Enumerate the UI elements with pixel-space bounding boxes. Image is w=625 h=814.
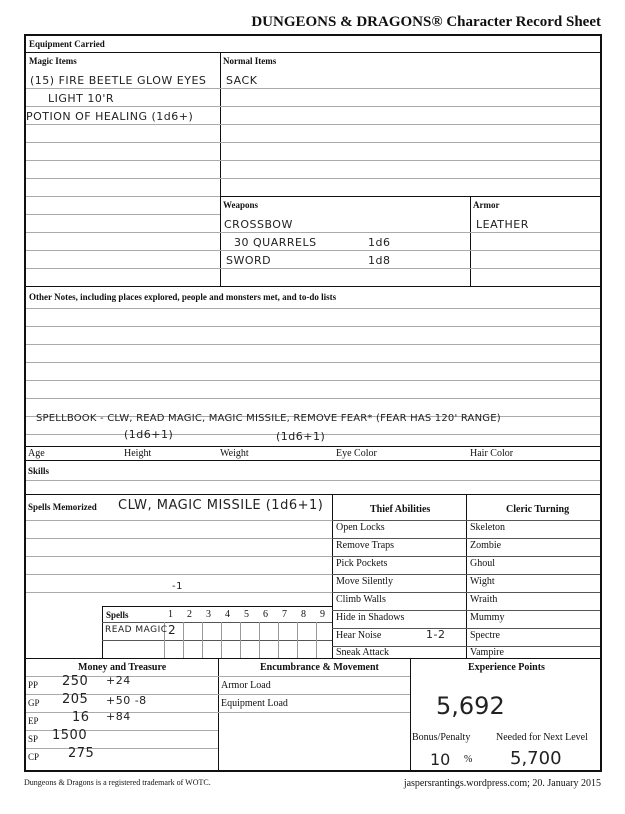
rule [26, 106, 220, 107]
height-label: Height [124, 448, 152, 459]
rule [26, 556, 332, 557]
skills-label: Skills [28, 466, 50, 476]
magic-item: POTION OF HEALING (1d6+) [26, 110, 194, 123]
needed-value: 5,700 [510, 748, 562, 769]
rule [332, 592, 466, 593]
rule [26, 88, 220, 89]
spell-level: 2 [187, 609, 192, 620]
spell-row-value: 2 [168, 623, 177, 637]
rule [26, 142, 220, 143]
coin-type: PP [28, 680, 39, 690]
divider [470, 196, 471, 286]
rule [26, 178, 220, 179]
coin-note: +24 [106, 674, 131, 687]
spells-memorized-value: CLW, MAGIC MISSILE (1d6+1) [118, 498, 324, 513]
undead-type: Skeleton [470, 522, 505, 533]
bonus-penalty-label: Bonus/Penalty [412, 732, 471, 743]
hear-noise-value: 1-2 [426, 628, 446, 641]
thief-ability: Open Locks [336, 522, 385, 533]
notes-note: (1d6+1) [124, 428, 174, 441]
rule [26, 214, 220, 215]
divider [26, 460, 600, 461]
undead-type: Spectre [470, 630, 500, 641]
rule [26, 326, 600, 327]
divider [26, 658, 600, 659]
divider [220, 196, 600, 197]
rule [218, 676, 410, 677]
divider [26, 286, 600, 287]
divider [297, 622, 298, 658]
divider [221, 622, 222, 658]
rule [26, 574, 332, 575]
divider [26, 494, 600, 495]
cleric-turning-label: Cleric Turning [506, 504, 570, 515]
divider [466, 494, 467, 658]
thief-ability: Hide in Shadows [336, 612, 405, 623]
armor-label: Armor [473, 200, 500, 210]
rule [220, 250, 470, 251]
thief-ability: Move Silently [336, 576, 393, 587]
rule [26, 308, 600, 309]
spell-level: 5 [244, 609, 249, 620]
rule [218, 712, 410, 713]
coin-type: SP [28, 734, 39, 744]
rule [26, 748, 218, 749]
undead-type: Ghoul [470, 558, 495, 569]
spell-level: 7 [282, 609, 287, 620]
undead-type: Zombie [470, 540, 502, 551]
divider [410, 658, 411, 772]
divider [278, 622, 279, 658]
equipment-header: Equipment Carried [29, 39, 105, 49]
rule [220, 232, 470, 233]
sheet-title: DUNGEONS & DRAGONS® Character Record Sheet [251, 14, 601, 30]
undead-type: Wraith [470, 594, 498, 605]
spell-row-name: READ MAGIC [105, 625, 168, 635]
rule [26, 398, 600, 399]
coin-type: CP [28, 752, 40, 762]
rule [220, 88, 600, 89]
rule [332, 520, 466, 521]
divider [102, 606, 332, 607]
divider [316, 622, 317, 658]
spell-level: 1 [168, 609, 173, 620]
rule [220, 106, 600, 107]
coin-amount: 250 [62, 674, 89, 689]
spell-level: 9 [320, 609, 325, 620]
rule [26, 232, 220, 233]
divider [332, 494, 333, 658]
rule [220, 268, 470, 269]
spell-level: 6 [263, 609, 268, 620]
rule [466, 556, 600, 557]
coin-amount: 275 [68, 746, 95, 761]
equipment-load-label: Equipment Load [221, 698, 288, 709]
rule [466, 628, 600, 629]
magic-item: LIGHT 10'R [48, 92, 115, 105]
rule [26, 480, 600, 481]
percent-sign: % [464, 754, 473, 765]
rule [332, 556, 466, 557]
character-sheet [24, 34, 602, 772]
undead-type: Wight [470, 576, 495, 587]
rule [26, 520, 332, 521]
rule [332, 574, 466, 575]
rule [26, 124, 220, 125]
money-label: Money and Treasure [78, 662, 167, 673]
armor-load-label: Armor Load [221, 680, 271, 691]
thief-ability: Remove Traps [336, 540, 395, 551]
thief-ability: Pick Pockets [336, 558, 388, 569]
coin-type: GP [28, 698, 40, 708]
thief-ability: Climb Walls [336, 594, 386, 605]
encumbrance-label: Encumbrance & Movement [260, 662, 379, 673]
xp-label: Experience Points [468, 662, 545, 673]
footer-source: jaspersrantings.wordpress.com; 20. January 2015 [403, 778, 601, 789]
rule [26, 592, 332, 593]
spell-level: 4 [225, 609, 230, 620]
hair-color-label: Hair Color [470, 448, 514, 459]
rule [470, 250, 600, 251]
eye-color-label: Eye Color [336, 448, 377, 459]
rule [26, 538, 332, 539]
rule [332, 538, 466, 539]
spell-adjust: -1 [172, 581, 183, 592]
normal-items-label: Normal Items [223, 56, 277, 66]
rule [466, 592, 600, 593]
rule [466, 538, 600, 539]
rule [220, 124, 600, 125]
undead-type: Mummy [470, 612, 505, 623]
notes-line: SPELLBOOK - CLW, READ MAGIC, MAGIC MISSILE, REMOVE FEAR* (FEAR HAS 120' RANGE) [36, 413, 501, 424]
coin-type: EP [28, 716, 39, 726]
rule [220, 142, 600, 143]
notes-note: (1d6+1) [276, 430, 326, 443]
spell-level: 8 [301, 609, 306, 620]
divider [259, 622, 260, 658]
rule [220, 160, 600, 161]
rule [470, 268, 600, 269]
divider [202, 622, 203, 658]
weapon-damage: 1d8 [368, 254, 391, 267]
thief-abilities-label: Thief Abilities [370, 504, 431, 515]
age-label: Age [28, 448, 45, 459]
coin-note: +50 -8 [106, 694, 147, 707]
rule [26, 268, 220, 269]
rule [26, 380, 600, 381]
rule [26, 160, 220, 161]
coin-amount: 1500 [52, 728, 88, 743]
divider [102, 606, 103, 658]
armor-value: LEATHER [476, 218, 529, 231]
rule [470, 232, 600, 233]
rule [26, 362, 600, 363]
coin-amount: 205 [62, 692, 89, 707]
rule [466, 610, 600, 611]
normal-item: SACK [226, 74, 258, 87]
divider [183, 622, 184, 658]
rule [26, 250, 220, 251]
divider [26, 446, 600, 447]
spells-table-label: Spells [106, 610, 129, 620]
weapon-name: CROSSBOW [224, 218, 293, 231]
spells-memorized-label: Spells Memorized [28, 502, 97, 512]
coin-amount: 16 [72, 710, 90, 725]
weapons-label: Weapons [223, 200, 259, 210]
rule [332, 610, 466, 611]
rule [332, 628, 466, 629]
needed-label: Needed for Next Level [496, 732, 588, 743]
coin-note: +84 [106, 710, 131, 723]
weapon-name: 30 QUARRELS [234, 236, 317, 249]
bonus-penalty-value: 10 [430, 750, 451, 769]
weight-label: Weight [220, 448, 249, 459]
magic-item: (15) FIRE BEETLE GLOW EYES [30, 74, 207, 87]
rule [220, 178, 600, 179]
rule [218, 694, 410, 695]
rule [466, 574, 600, 575]
weapon-damage: 1d6 [368, 236, 391, 249]
divider [26, 52, 600, 53]
rule [466, 520, 600, 521]
notes-label: Other Notes, including places explored, people and monsters met, and to-do lists [29, 292, 337, 302]
divider [240, 622, 241, 658]
weapon-name: SWORD [226, 254, 272, 267]
rule [26, 344, 600, 345]
xp-value: 5,692 [436, 692, 505, 720]
spell-level: 3 [206, 609, 211, 620]
thief-ability: Hear Noise [336, 630, 382, 641]
undead-type: Vampire [470, 647, 504, 658]
rule [26, 196, 220, 197]
magic-items-label: Magic Items [29, 56, 77, 66]
thief-ability: Sneak Attack [336, 647, 390, 658]
footer-trademark: Dungeons & Dragons is a registered trademark of WOTC. [24, 778, 211, 787]
